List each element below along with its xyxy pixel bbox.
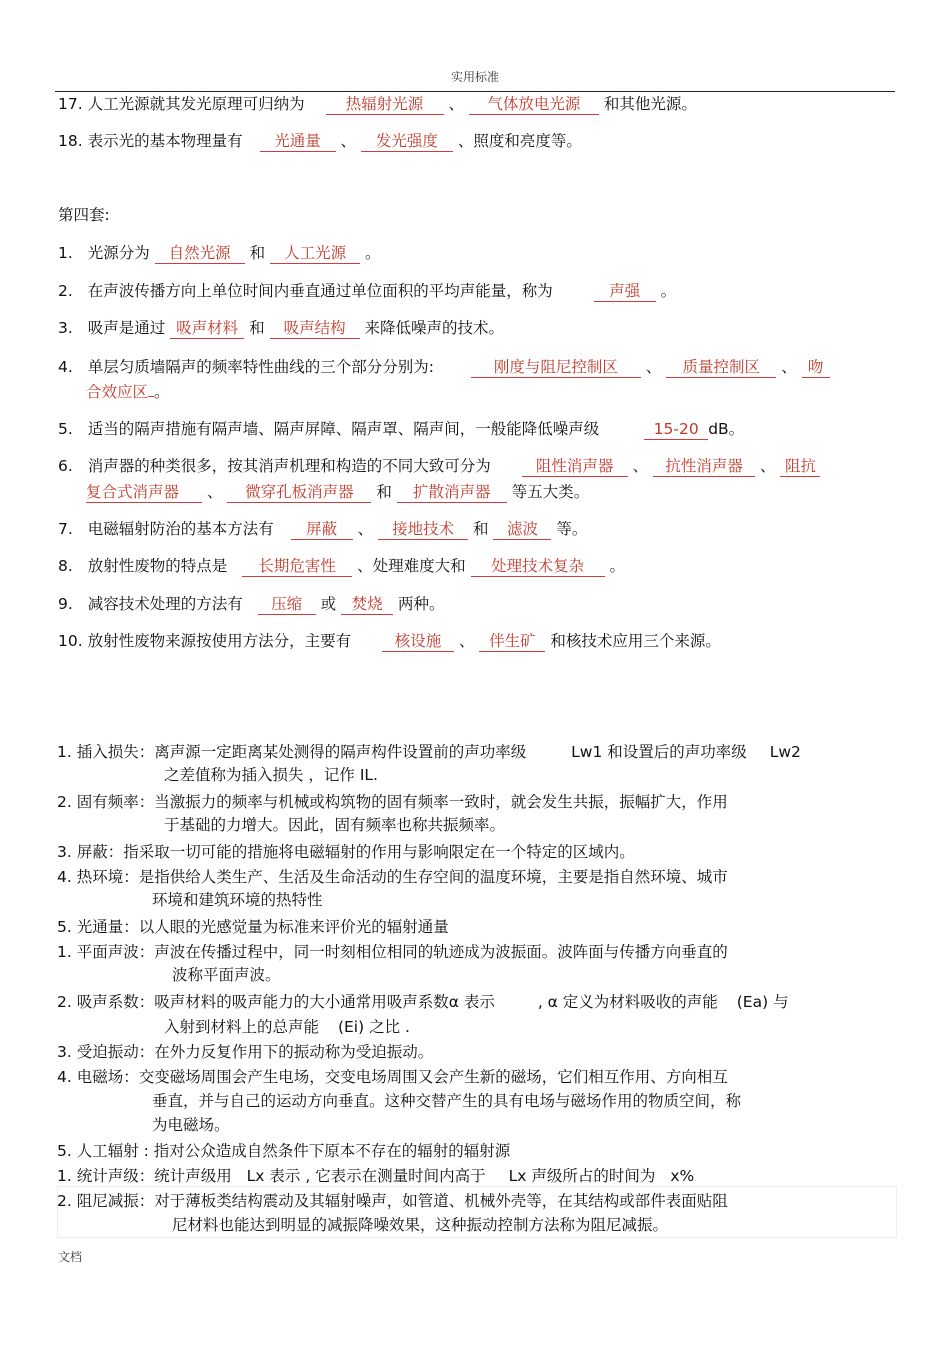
answer-blank: 滤波 xyxy=(493,520,551,540)
question-text: 消声器的种类很多，按其消声机理和构造的不同大致可分为 xyxy=(87,457,491,475)
question-set4-10 xyxy=(58,631,721,652)
answer-blank-cont: 合效应区 xyxy=(86,383,149,401)
answer-blank: 微穿孔板消声器 xyxy=(227,483,371,503)
definition-text: 入射到材料上的总声能 xyxy=(164,1018,320,1036)
answer-blank: 刚度与阻尼控制区 xyxy=(471,358,641,378)
separator: 、 xyxy=(357,520,374,538)
question-18 xyxy=(58,131,582,152)
question-text: 等五大类。 xyxy=(511,483,590,501)
question-number: 3. xyxy=(58,319,73,337)
answer-blank: 复合式消声器 xyxy=(86,483,202,503)
question-set4-3 xyxy=(58,318,504,339)
definition-text: (Ea) 与 xyxy=(736,993,789,1011)
question-text: 单层匀质墙隔声的频率特性曲线的三个部分分别为: xyxy=(87,358,434,376)
page-footer-label: 文档 xyxy=(58,1250,83,1264)
question-number: 7. xyxy=(58,520,73,538)
question-number: 17. xyxy=(58,95,83,113)
question-set4-6 xyxy=(58,456,820,477)
question-number: 4. xyxy=(58,358,73,376)
question-number: 5. xyxy=(58,420,73,438)
definition-text: x% xyxy=(670,1167,695,1185)
question-text: 放射性废物的特点是 xyxy=(87,557,228,575)
question-text: 在声波传播方向上单位时间内垂直通过单位面积的平均声能量，称为 xyxy=(87,282,553,300)
answer-blank: 声强 xyxy=(594,282,656,302)
question-number: 10. xyxy=(58,632,83,650)
question-text: 两种。 xyxy=(398,595,445,613)
definition-plane-wave: 1. 平面声波：声波在传播过程中，同一时刻相位相同的轨迹成为波振面。波阵面与传播方向垂直的 xyxy=(57,943,728,961)
question-text: 光源分为 xyxy=(87,244,150,262)
question-text: 和 xyxy=(376,483,392,501)
separator: 、 xyxy=(645,358,662,376)
definition-text: , α 定义为材料吸收的声能 xyxy=(537,993,718,1011)
separator: 、 xyxy=(340,132,356,150)
separator: 、 xyxy=(448,95,464,113)
definition-damping-cont: 尼材料也能达到明显的减振降噪效果，这种振动控制方法称为阻尼减振。 xyxy=(172,1216,669,1234)
page-header-title: 实用标准 xyxy=(450,70,499,84)
answer-blank: 抗性消声器 xyxy=(653,457,755,477)
answer-blank: 焚烧 xyxy=(341,595,393,615)
question-set4-8 xyxy=(58,556,625,577)
definition-text: Lx 声级所占的时间为 xyxy=(508,1167,656,1185)
question-text: 和 xyxy=(249,244,266,262)
question-set4-9 xyxy=(58,594,445,615)
question-number: 2. xyxy=(58,282,73,300)
definition-text: 2. 吸声系数：吸声材料的吸声能力的大小通常用吸声系数α 表示 xyxy=(57,993,495,1011)
definition-insertion-loss xyxy=(57,741,801,763)
answer-blank: 15-20 xyxy=(644,420,708,440)
definition-shielding: 3. 屏蔽：指采取一切可能的措施将电磁辐射的作用与影响限定在一个特定的区域内。 xyxy=(57,843,635,861)
question-text: 电磁辐射防治的基本方法有 xyxy=(87,520,274,538)
question-number: 18. xyxy=(58,132,83,150)
question-set4-4-cont xyxy=(86,382,170,402)
definition-electromagnetic-field: 4. 电磁场：交变磁场周围会产生电场，交变电场周围又会产生新的磁场，它们相互作用、方向相互 xyxy=(57,1068,728,1086)
definition-natural-frequency-cont: 于基础的力增大。因此，固有频率也称共振频率。 xyxy=(164,816,506,834)
question-set4-5 xyxy=(58,419,744,440)
answer-blank: 屏蔽 xyxy=(291,520,353,540)
definition-absorption-coefficient-cont xyxy=(164,1016,410,1038)
definition-text: 1. 统计声级：统计声级用 xyxy=(57,1167,232,1185)
definition-artificial-radiation: 5. 人工辐射 : 指对公众造成自然条件下原本不存在的辐射的辐射源 xyxy=(57,1142,511,1160)
question-text: 来降低噪声的技术。 xyxy=(364,319,505,337)
definition-text: 1. 插入损失：离声源一定距离某处测得的隔声构件设置前的声功率级 xyxy=(57,743,527,761)
header-divider xyxy=(55,91,895,92)
separator: 、 xyxy=(781,358,797,376)
answer-blank: 阻抗 xyxy=(780,457,820,477)
question-text: 。 xyxy=(660,282,677,300)
answer-blank: 压缩 xyxy=(258,595,316,615)
question-text: 吸声是通过 xyxy=(87,319,166,337)
answer-blank: 气体放电光源 xyxy=(469,95,599,115)
definition-natural-frequency: 2. 固有频率：当激振力的频率与机械或构筑物的固有频率一致时，就会发生共振，振幅扩大，作用 xyxy=(57,793,728,811)
answer-blank: 吸声材料 xyxy=(170,319,244,339)
question-text: 。 xyxy=(154,383,170,401)
answer-blank: 核设施 xyxy=(382,632,454,652)
answer-blank: 接地技术 xyxy=(378,520,468,540)
answer-blank: 伴生矿 xyxy=(479,632,545,652)
question-text: 。 xyxy=(609,557,626,575)
definition-insertion-loss-cont: 之差值称为插入损失 ，记作 IL. xyxy=(164,766,378,784)
definition-text: Lw2 xyxy=(769,743,801,761)
definition-text: (Ei) 之比 . xyxy=(337,1018,410,1036)
definition-thermal-environment-cont: 环境和建筑环境的热特性 xyxy=(152,891,323,909)
definition-plane-wave-cont: 波称平面声波。 xyxy=(172,966,281,984)
answer-blank: 扩散消声器 xyxy=(397,483,507,503)
question-set4-4 xyxy=(58,357,830,378)
question-text: 和 xyxy=(249,319,265,337)
question-text: 、照度和亮度等。 xyxy=(457,132,582,150)
definition-electromagnetic-field-cont2: 为电磁场。 xyxy=(152,1116,230,1134)
question-text: 和其他光源。 xyxy=(603,95,697,113)
definition-text: Lx 表示 , 它表示在测量时间内高于 xyxy=(246,1167,486,1185)
separator: 、 xyxy=(632,457,649,475)
definition-luminous-flux: 5. 光通量：以人眼的光感觉量为标准来评价光的辐射通量 xyxy=(57,918,449,936)
question-text: 和核技术应用三个来源。 xyxy=(550,632,721,650)
section-title: 第四套: xyxy=(58,206,110,224)
answer-blank: 光通量 xyxy=(260,132,336,152)
answer-blank: 质量控制区 xyxy=(666,358,776,378)
question-text: 等。 xyxy=(556,520,588,538)
definition-absorption-coefficient xyxy=(57,991,789,1013)
question-set4-1 xyxy=(58,243,381,264)
question-number: 8. xyxy=(58,557,73,575)
question-set4-7 xyxy=(58,519,587,540)
answer-blank: 发光强度 xyxy=(361,132,453,152)
question-text: 或 xyxy=(320,595,337,613)
question-text: 和 xyxy=(473,520,489,538)
question-text: 。 xyxy=(365,244,381,262)
separator: 、 xyxy=(458,632,475,650)
answer-blank: 长期危害性 xyxy=(242,557,352,577)
question-set4-6-cont xyxy=(86,482,589,503)
question-text: 人工光源就其发光原理可归纳为 xyxy=(87,95,305,113)
answer-blank: 人工光源 xyxy=(270,244,360,264)
question-text: 表示光的基本物理量有 xyxy=(87,132,243,150)
question-text: 适当的隔声措施有隔声墙、隔声屏障、隔声罩、隔声间，一般能降低噪声级 xyxy=(87,420,600,438)
definition-damping: 2. 阻尼减振：对于薄板类结构震动及其辐射噪声，如管道、机械外壳等，在其结构或部件表面贴阻 xyxy=(57,1192,728,1210)
separator: 、 xyxy=(206,483,223,501)
question-text: 放射性废物来源按使用方法分，主要有 xyxy=(87,632,352,650)
question-number: 6. xyxy=(58,457,73,475)
answer-blank: 吸声结构 xyxy=(270,319,360,339)
definition-forced-vibration: 3. 受迫振动：在外力反复作用下的振动称为受迫振动。 xyxy=(57,1043,434,1061)
question-number: 1. xyxy=(58,244,73,262)
answer-blank: 处理技术复杂 xyxy=(471,557,605,577)
question-text: dB。 xyxy=(708,420,745,438)
answer-blank: 热辐射光源 xyxy=(326,95,444,115)
question-set4-2 xyxy=(58,281,676,302)
definition-electromagnetic-field-cont: 垂直，并与自己的运动方向垂直。这种交替产生的具有电场与磁场作用的物质空间，称 xyxy=(152,1092,742,1110)
definition-text: Lw1 和设置后的声功率级 xyxy=(571,743,747,761)
question-number: 9. xyxy=(58,595,73,613)
question-text: 减容技术处理的方法有 xyxy=(87,595,243,613)
definition-thermal-environment: 4. 热环境：是指供给人类生产、生活及生命活动的生存空间的温度环境，主要是指自然环境、城市 xyxy=(57,868,728,886)
question-text: 、处理难度大和 xyxy=(357,557,466,575)
answer-blank: 阻性消声器 xyxy=(522,457,628,477)
question-17 xyxy=(58,94,697,115)
answer-blank: 吻 xyxy=(802,358,830,378)
definition-statistical-level xyxy=(57,1165,694,1187)
answer-blank: 自然光源 xyxy=(155,244,245,264)
separator: 、 xyxy=(760,457,776,475)
